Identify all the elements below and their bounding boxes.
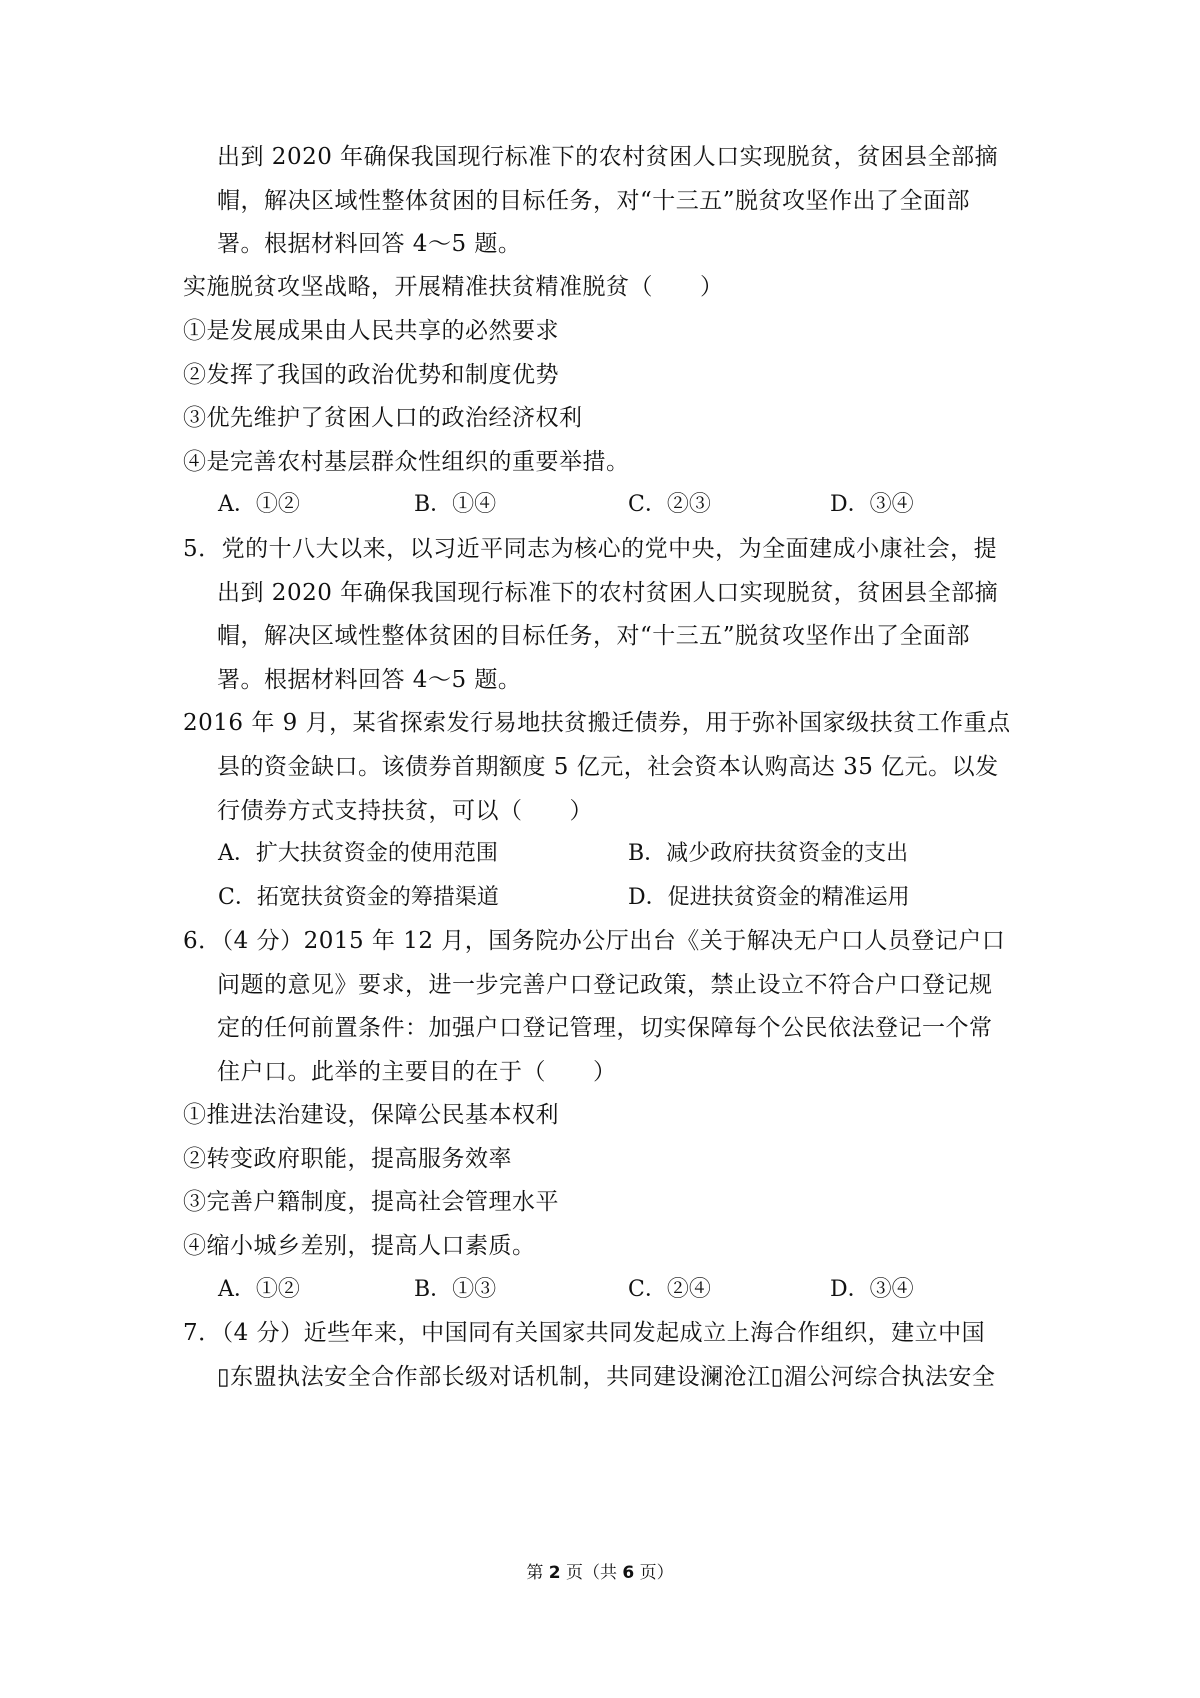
question-stem: 署。根据材料回答 4～5 题。 xyxy=(217,667,522,693)
question-stem: 6．（4 分）2015 年 12 月，国务院办公厅出台《关于解决无户口人员登记户口 xyxy=(183,928,1006,954)
answer-option-d: D．促进扶贫资金的精准运用 xyxy=(628,885,910,910)
question-stem: 问题的意见》要求，进一步完善户口登记政策，禁止设立不符合户口登记规 xyxy=(217,972,993,998)
answer-option-a: A．①② xyxy=(218,492,300,517)
statement-item: ②发挥了我国的政治优势和制度优势 xyxy=(183,362,559,388)
material-line: 出到 2020 年确保我国现行标准下的农村贫困人口实现脱贫，贫困县全部摘 xyxy=(217,144,999,170)
question-stem: 帽，解决区域性整体贫困的目标任务，对“十三五”脱贫攻坚作出了全面部 xyxy=(217,623,971,649)
statement-item: ③优先维护了贫困人口的政治经济权利 xyxy=(183,405,583,431)
answer-option-a: A．扩大扶贫资金的使用范围 xyxy=(218,841,498,866)
material-line: 2016 年 9 月，某省探索发行易地扶贫搬迁债券，用于弥补国家级扶贫工作重点 xyxy=(183,710,1011,736)
answer-option-c: C．②④ xyxy=(628,1277,711,1302)
question-stem: 5．党的十八大以来，以习近平同志为核心的党中央，为全面建成小康社会，提 xyxy=(183,536,998,562)
answer-option-d: D．③④ xyxy=(830,1277,914,1302)
answer-option-b: B．减少政府扶贫资金的支出 xyxy=(628,841,909,866)
question-stem: 定的任何前置条件：加强户口登记管理，切实保障每个公民依法登记一个常 xyxy=(217,1015,993,1041)
footer-suffix: 页） xyxy=(639,1563,674,1583)
footer-prefix: 第 xyxy=(526,1563,544,1583)
current-page-number: 2 xyxy=(548,1563,561,1583)
statement-item: ②转变政府职能，提高服务效率 xyxy=(183,1146,512,1172)
material-line: 行债券方式支持扶贫，可以（ ） xyxy=(217,798,593,824)
page-footer xyxy=(0,1562,1200,1584)
total-page-count: 6 xyxy=(622,1563,635,1583)
statement-item: ④是完善农村基层群众性组织的重要举措。 xyxy=(183,449,630,475)
question-stem: 实施脱贫攻坚战略，开展精准扶贫精准脱贫（ ） xyxy=(183,274,724,300)
question-stem: 7．（4 分）近些年来，中国同有关国家共同发起成立上海合作组织，建立中国 xyxy=(183,1320,986,1346)
answer-option-b: B．①③ xyxy=(414,1277,497,1302)
statement-item: ①推进法治建设，保障公民基本权利 xyxy=(183,1102,559,1128)
footer-middle: 页（共 xyxy=(566,1563,617,1583)
material-line: 署。根据材料回答 4～5 题。 xyxy=(217,231,522,257)
statement-item: ③完善户籍制度，提高社会管理水平 xyxy=(183,1189,559,1215)
statement-item: ④缩小城乡差别，提高人口素质。 xyxy=(183,1233,536,1259)
answer-option-d: D．③④ xyxy=(830,492,914,517)
material-line: 帽，解决区域性整体贫困的目标任务，对“十三五”脱贫攻坚作出了全面部 xyxy=(217,188,971,214)
question-stem: 出到 2020 年确保我国现行标准下的农村贫困人口实现脱贫，贫困县全部摘 xyxy=(217,580,999,606)
answer-option-a: A．①② xyxy=(218,1277,300,1302)
answer-option-c: C．②③ xyxy=(628,492,711,517)
statement-item: ①是发展成果由人民共享的必然要求 xyxy=(183,318,559,344)
answer-option-c: C．拓宽扶贫资金的筹措渠道 xyxy=(218,885,499,910)
material-line: 县的资金缺口。该债券首期额度 5 亿元，社会资本认购高达 35 亿元。以发 xyxy=(217,754,999,780)
question-stem: ▯东盟执法安全合作部长级对话机制，共同建设澜沧江▯湄公河综合执法安全 xyxy=(217,1364,996,1390)
answer-option-b: B．①④ xyxy=(414,492,497,517)
question-stem: 住户口。此举的主要目的在于（ ） xyxy=(217,1059,617,1085)
